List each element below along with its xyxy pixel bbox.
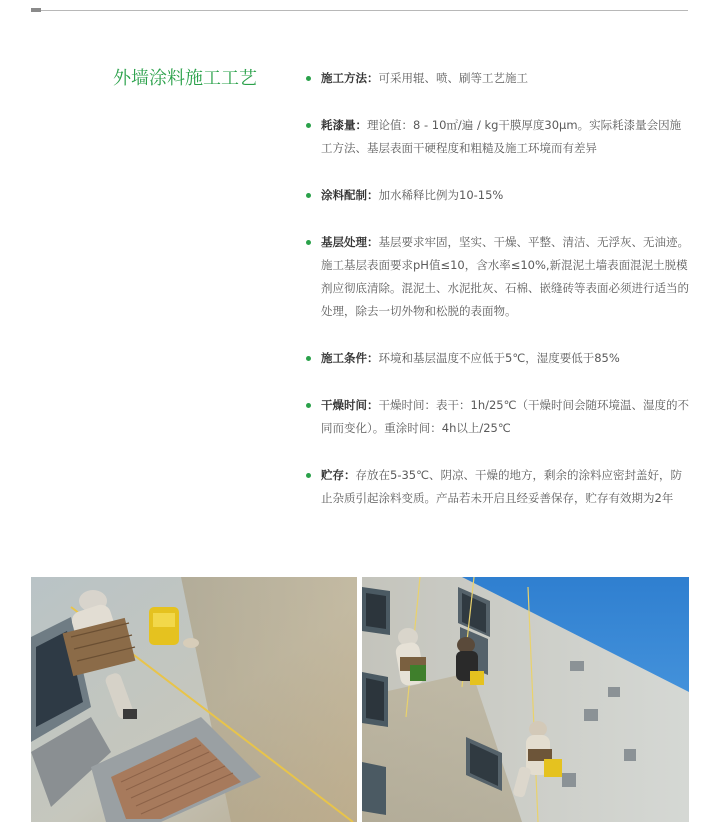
bullet-dot-icon — [306, 240, 311, 245]
photo-wall-painting-closeup — [31, 577, 357, 822]
photo-illustration-left — [31, 577, 357, 822]
spec-text: 理论值：8 - 10㎡/遍 / kg干膜厚度30μm。实际耗漆量会因施工方法、基层表面干硬程度和粗糙及施工环境而有差异 — [321, 118, 682, 155]
bullet-dot-icon — [306, 356, 311, 361]
spec-item-method — [305, 67, 690, 90]
top-divider-accent — [31, 8, 41, 12]
bullet-dot-icon — [306, 473, 311, 478]
spec-label: 涂料配制： — [321, 188, 379, 202]
photo-building-facade-workers — [362, 577, 689, 822]
section-title: 外墙涂料施工工艺 — [113, 68, 257, 89]
bullet-dot-icon — [306, 123, 311, 128]
photo-illustration-right — [362, 577, 689, 822]
spec-item-conditions — [305, 347, 690, 370]
spec-item-storage — [305, 464, 690, 510]
spec-label: 施工方法： — [321, 71, 379, 85]
spec-item-drying — [305, 394, 690, 440]
spec-label: 干燥时间： — [321, 398, 379, 412]
spec-label: 耗漆量： — [321, 118, 367, 132]
spec-label: 基层处理： — [321, 235, 379, 249]
bullet-dot-icon — [306, 193, 311, 198]
spec-text: 基层要求牢固，坚实、干燥、平整、清洁、无浮灰、无油迹。施工基层表面要求pH值≤10，含水率≤10%,新混泥土墙表面混泥土脱模剂应彻底清除。混泥土、水泥批灰、石棉、嵌缝砖等表面必须进行适当的处理，除去一切外物和松脱的表面物。 — [321, 235, 689, 318]
spec-text: 干燥时间：表干：1h/25℃（干燥时间会随环境温、湿度的不同而变化）。重涂时间：4h以上/25℃ — [321, 398, 690, 435]
top-divider — [31, 10, 688, 11]
spec-text: 可采用辊、喷、刷等工艺施工 — [378, 71, 528, 85]
spec-item-substrate — [305, 231, 690, 323]
spec-label: 贮存： — [321, 468, 356, 482]
spec-text: 存放在5-35℃、阴凉、干燥的地方，剩余的涂料应密封盖好，防止杂质引起涂料变质。产品若未开启且经妥善保存，贮存有效期为2年 — [321, 468, 683, 505]
spec-item-coverage — [305, 114, 690, 160]
bullet-dot-icon — [306, 76, 311, 81]
spec-list — [305, 67, 690, 534]
spec-text: 加水稀释比例为10-15% — [378, 188, 504, 202]
bullet-dot-icon — [306, 403, 311, 408]
spec-text: 环境和基层温度不应低于5℃，湿度要低于85% — [378, 351, 620, 365]
spec-label: 施工条件： — [321, 351, 379, 365]
spec-item-mixing — [305, 184, 690, 207]
